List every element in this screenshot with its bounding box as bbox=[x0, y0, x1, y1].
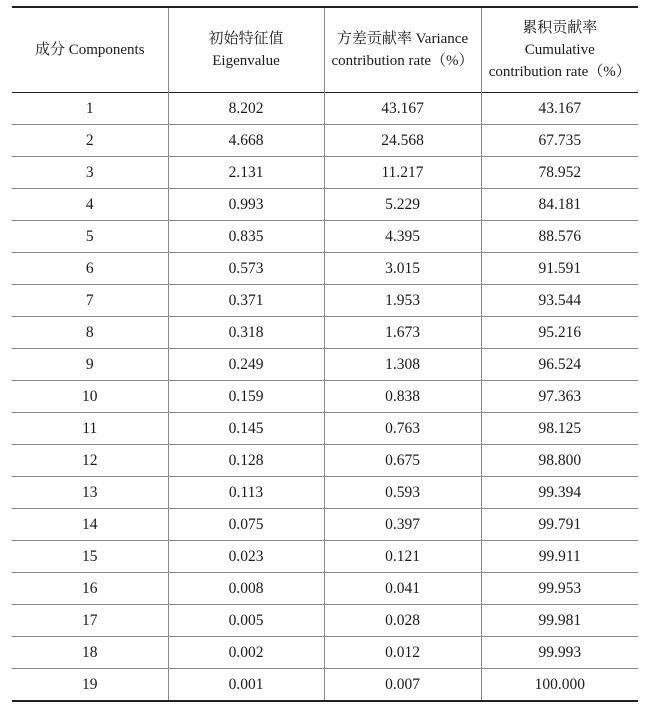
table-header bbox=[12, 7, 638, 93]
cell-variance: 0.675 bbox=[324, 445, 481, 477]
cell-cumulative: 99.791 bbox=[481, 509, 638, 541]
cell-variance: 11.217 bbox=[324, 157, 481, 189]
cell-eigenvalue: 8.202 bbox=[168, 93, 324, 125]
cell-eigenvalue: 0.993 bbox=[168, 189, 324, 221]
cell-cumulative: 99.981 bbox=[481, 605, 638, 637]
table-row bbox=[12, 349, 638, 381]
pca-variance-table-container bbox=[12, 6, 638, 702]
cell-variance: 43.167 bbox=[324, 93, 481, 125]
cell-component: 19 bbox=[12, 669, 168, 702]
cell-component: 2 bbox=[12, 125, 168, 157]
header-eigenvalue-en: Eigenvalue bbox=[212, 53, 280, 69]
cell-eigenvalue: 2.131 bbox=[168, 157, 324, 189]
cell-cumulative: 99.394 bbox=[481, 477, 638, 509]
cell-component: 11 bbox=[12, 413, 168, 445]
cell-cumulative: 91.591 bbox=[481, 253, 638, 285]
cell-variance: 0.041 bbox=[324, 573, 481, 605]
table-row bbox=[12, 381, 638, 413]
table-row bbox=[12, 93, 638, 125]
cell-component: 15 bbox=[12, 541, 168, 573]
cell-variance: 0.007 bbox=[324, 669, 481, 702]
header-cumulative-zh: 累积贡献率 bbox=[522, 20, 598, 36]
cell-eigenvalue: 0.835 bbox=[168, 221, 324, 253]
cell-eigenvalue: 0.145 bbox=[168, 413, 324, 445]
cell-eigenvalue: 0.249 bbox=[168, 349, 324, 381]
cell-eigenvalue: 0.159 bbox=[168, 381, 324, 413]
header-variance-line2: contribution rate（%） bbox=[331, 53, 474, 69]
cell-cumulative: 96.524 bbox=[481, 349, 638, 381]
cell-cumulative: 99.993 bbox=[481, 637, 638, 669]
table-row bbox=[12, 509, 638, 541]
cell-eigenvalue: 0.113 bbox=[168, 477, 324, 509]
table-body bbox=[12, 93, 638, 702]
table-row bbox=[12, 477, 638, 509]
cell-eigenvalue: 0.002 bbox=[168, 637, 324, 669]
cell-eigenvalue: 0.075 bbox=[168, 509, 324, 541]
cell-eigenvalue: 0.001 bbox=[168, 669, 324, 702]
header-eigenvalue-zh: 初始特征值 bbox=[208, 31, 284, 47]
cell-variance: 0.397 bbox=[324, 509, 481, 541]
header-cumulative bbox=[481, 7, 638, 93]
header-variance bbox=[324, 7, 481, 93]
cell-component: 4 bbox=[12, 189, 168, 221]
table-row bbox=[12, 317, 638, 349]
cell-component: 9 bbox=[12, 349, 168, 381]
table-row bbox=[12, 637, 638, 669]
header-components-label: 成分 Components bbox=[34, 42, 145, 58]
cell-variance: 0.012 bbox=[324, 637, 481, 669]
cell-component: 14 bbox=[12, 509, 168, 541]
table-row bbox=[12, 541, 638, 573]
cell-variance: 0.028 bbox=[324, 605, 481, 637]
cell-cumulative: 84.181 bbox=[481, 189, 638, 221]
cell-component: 1 bbox=[12, 93, 168, 125]
table-row bbox=[12, 285, 638, 317]
cell-variance: 1.953 bbox=[324, 285, 481, 317]
table-row bbox=[12, 445, 638, 477]
cell-cumulative: 98.125 bbox=[481, 413, 638, 445]
header-cumulative-line3: contribution rate（%） bbox=[488, 64, 631, 80]
cell-cumulative: 88.576 bbox=[481, 221, 638, 253]
cell-component: 13 bbox=[12, 477, 168, 509]
cell-cumulative: 98.800 bbox=[481, 445, 638, 477]
cell-cumulative: 78.952 bbox=[481, 157, 638, 189]
cell-component: 10 bbox=[12, 381, 168, 413]
cell-component: 3 bbox=[12, 157, 168, 189]
cell-component: 6 bbox=[12, 253, 168, 285]
cell-cumulative: 99.953 bbox=[481, 573, 638, 605]
cell-component: 8 bbox=[12, 317, 168, 349]
table-row bbox=[12, 253, 638, 285]
cell-cumulative: 43.167 bbox=[481, 93, 638, 125]
cell-eigenvalue: 0.573 bbox=[168, 253, 324, 285]
cell-eigenvalue: 0.128 bbox=[168, 445, 324, 477]
cell-component: 7 bbox=[12, 285, 168, 317]
cell-eigenvalue: 0.023 bbox=[168, 541, 324, 573]
table-row bbox=[12, 605, 638, 637]
header-row bbox=[12, 7, 638, 93]
cell-cumulative: 100.000 bbox=[481, 669, 638, 702]
header-components bbox=[12, 7, 168, 93]
table-row bbox=[12, 573, 638, 605]
cell-variance: 5.229 bbox=[324, 189, 481, 221]
cell-component: 17 bbox=[12, 605, 168, 637]
cell-cumulative: 67.735 bbox=[481, 125, 638, 157]
table-row bbox=[12, 669, 638, 702]
table-row bbox=[12, 413, 638, 445]
table-row bbox=[12, 157, 638, 189]
pca-variance-table bbox=[12, 6, 638, 702]
cell-variance: 4.395 bbox=[324, 221, 481, 253]
cell-component: 12 bbox=[12, 445, 168, 477]
table-row bbox=[12, 189, 638, 221]
cell-eigenvalue: 0.008 bbox=[168, 573, 324, 605]
cell-cumulative: 97.363 bbox=[481, 381, 638, 413]
cell-component: 18 bbox=[12, 637, 168, 669]
cell-variance: 24.568 bbox=[324, 125, 481, 157]
cell-variance: 1.673 bbox=[324, 317, 481, 349]
cell-cumulative: 93.544 bbox=[481, 285, 638, 317]
cell-cumulative: 99.911 bbox=[481, 541, 638, 573]
cell-variance: 0.763 bbox=[324, 413, 481, 445]
cell-cumulative: 95.216 bbox=[481, 317, 638, 349]
cell-variance: 0.121 bbox=[324, 541, 481, 573]
cell-variance: 3.015 bbox=[324, 253, 481, 285]
table-row bbox=[12, 221, 638, 253]
header-variance-line1: 方差贡献率 Variance bbox=[336, 31, 469, 47]
cell-variance: 1.308 bbox=[324, 349, 481, 381]
header-cumulative-en: Cumulative bbox=[524, 42, 595, 58]
cell-variance: 0.593 bbox=[324, 477, 481, 509]
cell-eigenvalue: 0.005 bbox=[168, 605, 324, 637]
table-row bbox=[12, 125, 638, 157]
cell-eigenvalue: 0.371 bbox=[168, 285, 324, 317]
header-eigenvalue bbox=[168, 7, 324, 93]
cell-component: 5 bbox=[12, 221, 168, 253]
cell-eigenvalue: 0.318 bbox=[168, 317, 324, 349]
cell-component: 16 bbox=[12, 573, 168, 605]
cell-variance: 0.838 bbox=[324, 381, 481, 413]
cell-eigenvalue: 4.668 bbox=[168, 125, 324, 157]
